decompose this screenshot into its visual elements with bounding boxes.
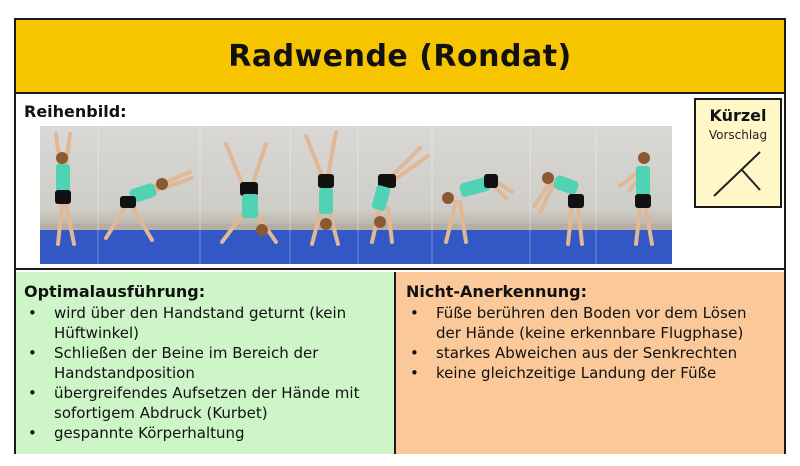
- bullet-icon: •: [410, 304, 419, 322]
- kuerzel-title: Kürzel: [709, 106, 767, 125]
- not-recognized-list: [406, 303, 776, 383]
- bullet-icon: •: [410, 344, 419, 362]
- sequence-section: [16, 96, 784, 270]
- bullet-icon: •: [410, 364, 419, 382]
- not-recognized-section: [396, 272, 784, 454]
- page-title: Radwende (Rondat): [228, 38, 572, 74]
- kuerzel-box: [694, 98, 782, 208]
- optimal-execution-section: [16, 272, 396, 454]
- optimal-list: [24, 303, 386, 443]
- kuerzel-symbol-icon: [708, 146, 768, 202]
- not-recognized-title: Nicht-Anerkennung:: [406, 282, 588, 301]
- sequence-label: Reihenbild:: [24, 102, 127, 121]
- bullet-icon: •: [28, 424, 37, 442]
- list-item: • Schließen der Beine im Bereich der Handstandposition: [28, 344, 319, 382]
- title-bar: [16, 20, 784, 94]
- bullet-icon: •: [28, 344, 37, 362]
- list-item: • gespannte Körperhaltung: [28, 424, 245, 442]
- kuerzel-subtitle: Vorschlag: [708, 128, 768, 142]
- list-item: • keine gleichzeitige Landung der Füße: [410, 364, 717, 382]
- bullet-icon: •: [28, 384, 37, 402]
- gymnast-sequence-illustration: [40, 126, 672, 264]
- optimal-title: Optimalausführung:: [24, 282, 206, 301]
- skill-card: [14, 18, 786, 454]
- list-item: • wird über den Handstand geturnt (kein Hüftwinkel): [28, 304, 347, 342]
- list-item: • starkes Abweichen aus der Senkrechten: [410, 344, 738, 362]
- bullet-icon: •: [28, 304, 37, 322]
- list-item: • Füße berühren den Boden vor dem Lösen der Hände (keine erkennbare Flugphase): [410, 304, 747, 342]
- sequence-photo: [40, 126, 672, 264]
- list-item: • übergreifendes Aufsetzen der Hände mit sofortigem Abdruck (Kurbet): [28, 384, 360, 422]
